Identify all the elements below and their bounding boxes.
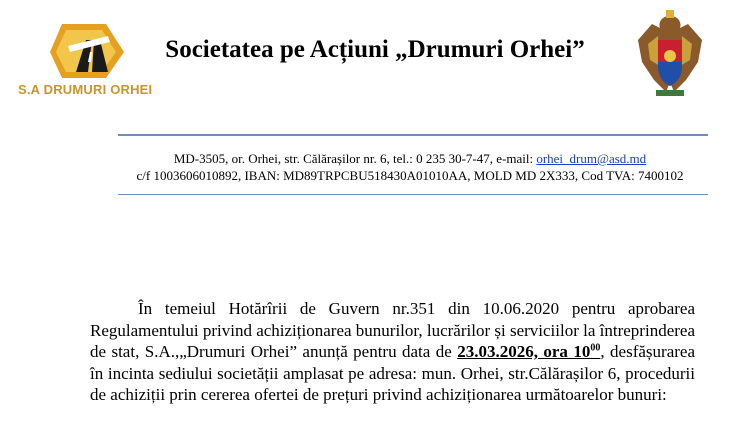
coat-of-arms [632, 10, 708, 107]
logo-text: S.A DRUMURI ORHEI [18, 82, 153, 97]
moldova-coat-of-arms-icon [632, 10, 708, 102]
announcement-body [90, 298, 695, 406]
contact-block [90, 150, 730, 184]
header-rule [118, 134, 708, 136]
contact-line-1 [90, 150, 730, 167]
contact-line-2: c/f 1003606010892, IBAN: MD89TRPCBU518430A01010AA, MOLD MD 2X333, Cod TVA: 7400102 [136, 168, 684, 183]
announcement-date [457, 342, 600, 361]
contact-address: MD-3505, or. Orhei, str. Călărașilor nr. 6, tel.: 0 235 30-7-47, e-mail: [173, 151, 537, 166]
announcement-paragraph [90, 298, 695, 406]
announcement-text-intro: În temeiul Hotărîrii de Guvern nr.351 din 10.06.2020 pentru aprobarea Regulamentului privind achiziționarea bunurilor, lucrărilor și serviciilor la întreprinderea de stat, S.A.,„Drumuri Orhei” anunță pentru data de [90, 299, 695, 361]
contact-rule [118, 194, 708, 195]
company-title: Societatea pe Acțiuni „Drumuri Orhei” [165, 36, 585, 63]
announcement-time-sup: 00 [590, 342, 601, 354]
announcement-date-text: 23.03.2026, ora 10 [457, 342, 591, 361]
contact-email-link[interactable]: orhei_drum@asd.md [536, 151, 647, 166]
road-logo-icon [48, 22, 126, 80]
company-logo [14, 22, 154, 102]
announcement-text-rest: , desfășurarea în incinta sediului societății amplasat pe adresa: mun. Orhei, str.Călărașilor 6, procedurii de achiziții prin cererea ofertei de prețuri privind achiziționarea următoarelor bunuri: [90, 342, 695, 404]
